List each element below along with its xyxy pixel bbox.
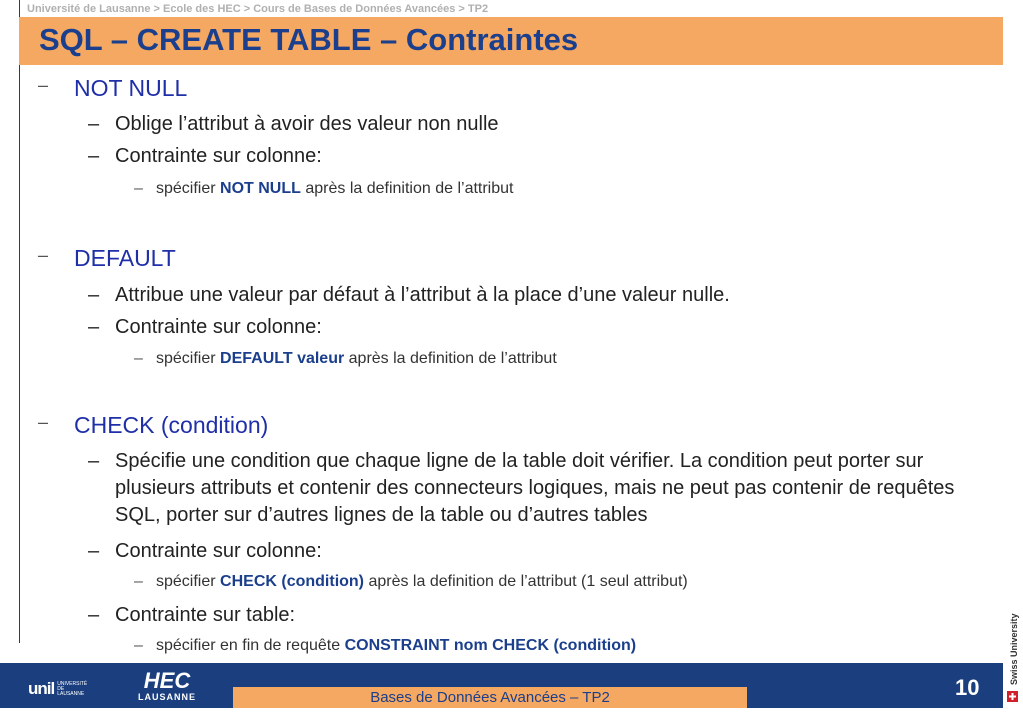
list-item: – Contrainte sur colonne: xyxy=(115,143,322,170)
sub-item: – spécifier en fin de requête CONSTRAINT nom CHECK (condition) xyxy=(134,637,637,654)
unil-logo: unil UNIVERSITÉ DE LAUSANNE xyxy=(28,679,88,698)
course-label: Bases de Données Avancées – TP2 xyxy=(233,687,747,708)
dash-icon: – xyxy=(134,350,143,367)
dash-icon: – xyxy=(134,637,143,654)
dash-icon: – xyxy=(88,604,100,626)
dash-icon: – xyxy=(88,450,100,472)
dash-icon: – xyxy=(134,573,143,590)
dash-icon: – xyxy=(134,180,143,197)
dash-icon: – xyxy=(88,284,100,306)
sub-item: – spécifier NOT NULL après la definition de l’attribut xyxy=(134,180,514,197)
sub-item: – spécifier DEFAULT valeur après la definition de l’attribut xyxy=(134,350,557,367)
breadcrumb: Université de Lausanne > Ecole des HEC > Cours de Bases de Données Avancées > TP2 xyxy=(27,3,489,15)
dash-icon: – xyxy=(38,245,49,265)
page-number: 10 xyxy=(955,675,980,700)
sub-item: – spécifier CHECK (condition) après la definition de l’attribut (1 seul attribut) xyxy=(134,573,688,590)
dash-icon: – xyxy=(88,113,100,135)
page-title: SQL – CREATE TABLE – Contraintes xyxy=(39,22,579,57)
dash-icon: – xyxy=(38,75,49,95)
bullet-check: – CHECK (condition) xyxy=(38,412,269,438)
bullet-not-null: – NOT NULL xyxy=(38,75,188,101)
list-item: – Contrainte sur colonne: xyxy=(115,538,322,565)
hec-logo: HEC LAUSANNE xyxy=(138,668,197,702)
bullet-default: – DEFAULT xyxy=(38,245,176,271)
list-item: – Contrainte sur colonne: xyxy=(115,314,322,341)
swiss-university-logo xyxy=(1004,590,1023,708)
dash-icon: – xyxy=(88,540,100,562)
dash-icon: – xyxy=(38,412,49,432)
list-item: – Attribue une valeur par défaut à l’attribut à la place d’une valeur nulle. xyxy=(115,282,730,309)
list-item: – Oblige l’attribut à avoir des valeur non nulle xyxy=(115,111,499,138)
list-item: – Spécifie une condition que chaque ligne de la table doit vérifier. La condition peut porter sur plusieurs attributs et contenir des connecteurs logiques, mais ne peut pas contenir de requêtes SQL, porter sur d’autres lignes de la table ou d’autres tables xyxy=(88,450,955,526)
dash-icon: – xyxy=(88,316,100,338)
dash-icon: – xyxy=(88,145,100,167)
list-item: – Contrainte sur table: xyxy=(115,602,295,629)
swiss-university-text: Swiss University xyxy=(1009,613,1019,685)
